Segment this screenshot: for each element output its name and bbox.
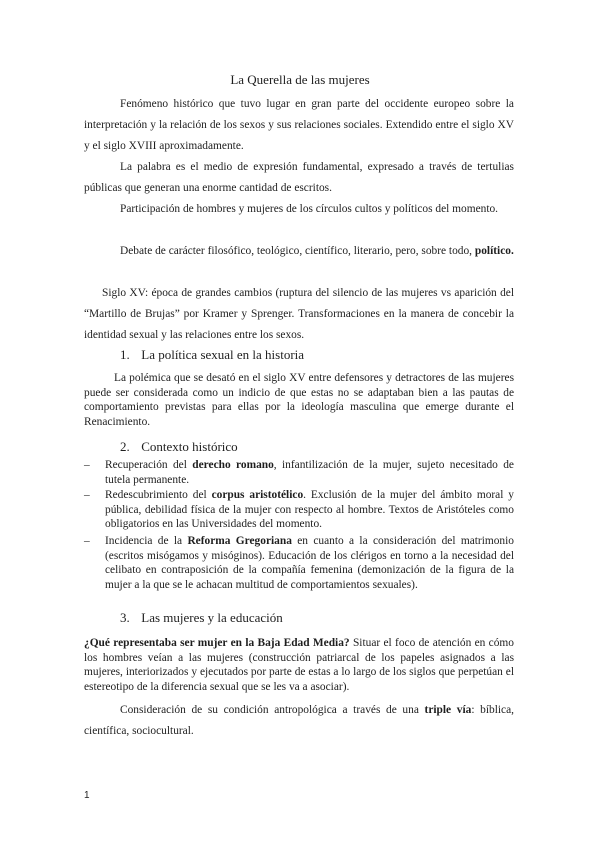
bullet-text-post: en cuanto a la consideración del matrimonio (escritos misógamos y misóginos). Educación de los clérigos en torno a la necesidad del celibato en contraposición de la compañía femenina (demonización de la figura de la mujer a la que se le achacan multitud de comportamientos sexuales). xyxy=(105,535,514,591)
intro-paragraph-5: Siglo XV: época de grandes cambios (ruptura del silencio de las mujeres vs aparición del “Martillo de Brujas” por Kramer y Sprenger. Transformaciones en la manera de concebir la identidad sexual y las relaciones entre los sexos. xyxy=(84,287,514,341)
section-1-number: 1. xyxy=(120,347,130,362)
section-3-p-post: : bíblica, científica, sociocultural. xyxy=(84,704,514,737)
section-1-heading xyxy=(120,347,304,363)
bullet-bold: corpus aristotélico xyxy=(211,489,304,501)
section-1-title: La política sexual en la historia xyxy=(141,347,305,362)
bullet-item xyxy=(84,458,514,487)
intro-paragraph-3: Participación de hombres y mujeres de los círculos cultos y políticos del momento. xyxy=(120,203,499,215)
dash-icon: – xyxy=(84,459,90,471)
intro-paragraph-4-text: Debate de carácter filosófico, teológico, científico, literario, pero, sobre todo, xyxy=(120,245,473,257)
dash-icon: – xyxy=(84,489,90,501)
bullet-item xyxy=(84,534,514,592)
section-3-heading xyxy=(120,610,283,626)
section-3-paragraph-1 xyxy=(84,636,514,694)
bullet-item xyxy=(84,488,514,532)
page-number: 1 xyxy=(84,790,90,801)
dash-icon: – xyxy=(84,535,90,547)
intro-paragraph-1: Fenómeno histórico que tuvo lugar en gran parte del occidente europeo sobre la interpretación y la relación de los sexos y sus relaciones sociales. Extendido entre el siglo XV y el siglo XVIII aproximadamente. xyxy=(84,98,514,152)
section-3-p-bold: triple vía xyxy=(424,704,472,716)
bullet-text-pre: Incidencia de la xyxy=(105,535,188,547)
section-2-title: Contexto histórico xyxy=(141,439,238,454)
bullet-text-pre: Recuperación del xyxy=(105,459,193,471)
section-3-number: 3. xyxy=(120,610,130,625)
section-3-question-rest: Situar el foco de atención en cómo los hombres veían a las mujeres (construcción patriarcal de los papeles asignados a las mujeres, interiorizados y ejecutados por parte de estas a lo largo de los siglos que perpetúan el estereotipo de la diferencia sexual que se les va a asociar). xyxy=(84,637,514,693)
section-3-paragraph-2 xyxy=(84,700,514,742)
section-3-p-pre: Consideración de su condición antropológica a través de una xyxy=(120,704,425,716)
section-3-question: ¿Qué representaba ser mujer en la Baja Edad Media? xyxy=(84,637,350,649)
bullet-text-pre: Redescubrimiento del xyxy=(105,489,212,501)
section-1-paragraph: La polémica que se desató en el siglo XV entre defensores y detractores de las mujeres puede ser considerada como un indicio de que estas no se adaptaban bien a las pautas de comportamiento previstas para ellas por la ideología masculina que emerge durante el Renacimiento. xyxy=(84,372,514,428)
bullet-bold: Reforma Gregoriana xyxy=(187,535,292,547)
bullet-bold: derecho romano xyxy=(192,459,274,471)
section-2-number: 2. xyxy=(120,439,130,454)
page-title: La Querella de las mujeres xyxy=(230,72,370,87)
intro-paragraph-2: La palabra es el medio de expresión fundamental, expresado a través de tertulias públicas que generan una enorme cantidad de escritos. xyxy=(84,161,514,194)
intro-paragraph-4-bold: político. xyxy=(474,245,514,257)
bullet-text-post: . Exclusión de la mujer del ámbito moral y pública, debilidad física de la mujer con respecto al hombre. Textos de Aristóteles como obligatorios en las Universidades del momento. xyxy=(105,489,514,530)
section-2-heading xyxy=(120,439,238,455)
section-3-title: Las mujeres y la educación xyxy=(141,610,283,625)
intro-paragraph-4 xyxy=(84,241,514,262)
bullet-text-post: , infantilización de la mujer, sujeto necesitado de tutela permanente. xyxy=(105,459,514,486)
